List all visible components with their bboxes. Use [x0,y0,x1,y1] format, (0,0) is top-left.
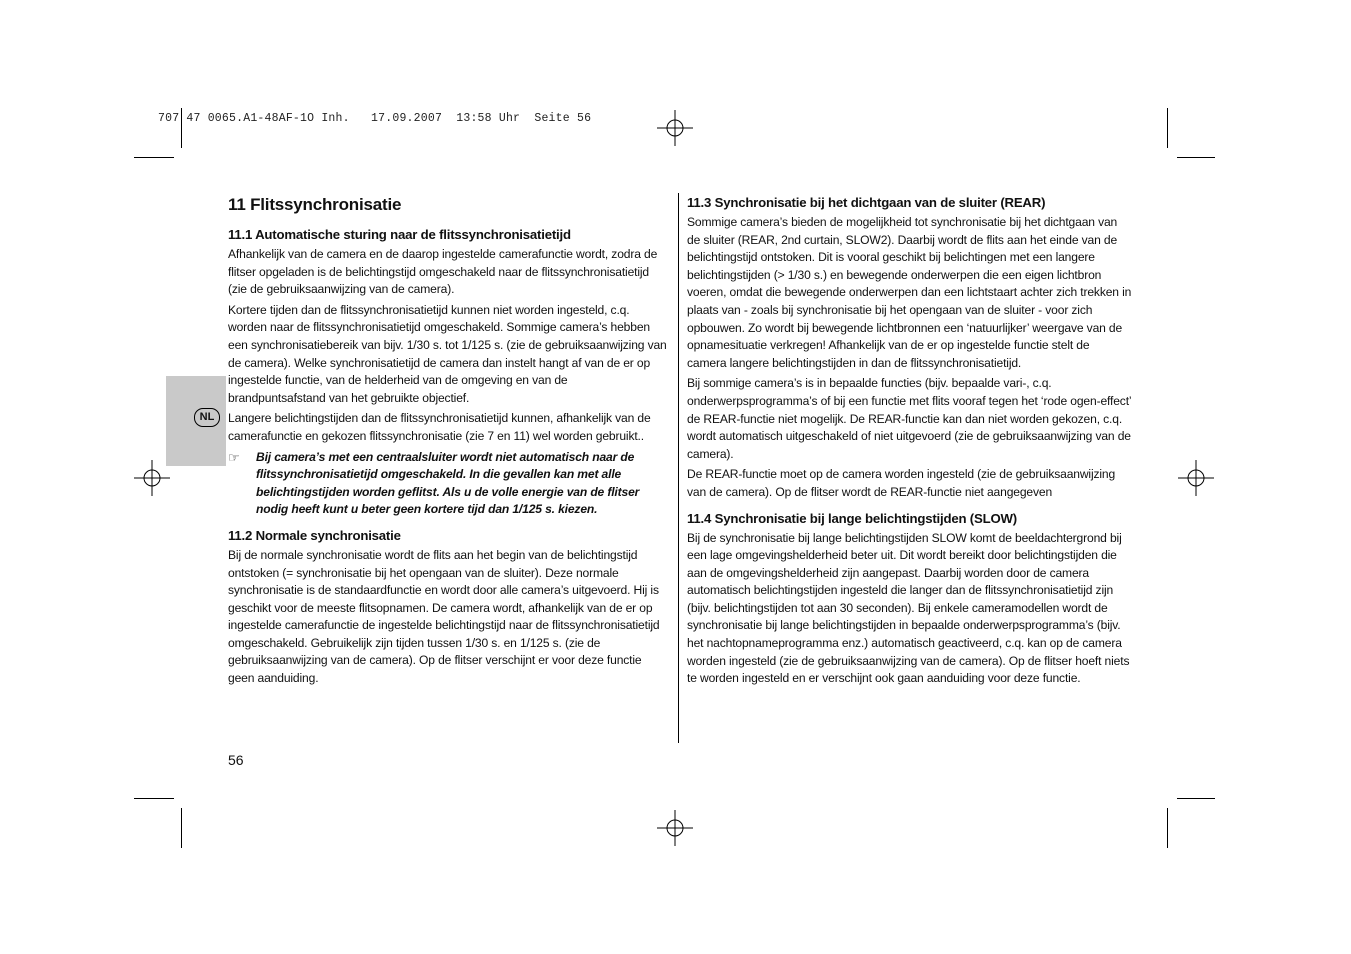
section-heading: 11.2 Normale synchronisatie [228,527,401,543]
crop-mark [134,798,174,799]
crop-mark [1167,108,1168,148]
paragraph: De REAR-functie moet op de camera worden ingesteld (zie de gebruiksaanwijzing van de camera). Op de flitser wordt de REAR-functie niet aangegeven [687,467,1116,499]
note [228,449,668,519]
crop-mark [1167,808,1168,848]
crop-mark [134,157,174,158]
page-number: 56 [228,752,244,768]
print-slug: 707 47 0065.A1-48AF-1O Inh. 17.09.2007 13:58 Uhr Seite 56 [158,112,592,125]
note-text: Bij camera’s met een centraalsluiter wordt niet automatisch naar de flitssynchronisatietijd omgeschakeld. In die gevallen kan met alle belichtingstijden worden geflitst. Als u de volle energie van de flitser nodig heeft kunt u beter geen kortere tijd dan 1/125 s. kiezen. [256,449,640,517]
column-divider [678,193,679,743]
pointing-hand-icon: ☞ [228,449,240,465]
paragraph: Bij de synchronisatie bij lange belichtingstijden SLOW komt de beeldachtergrond bij een lage omgevingshelderheid beter uit. Dit wordt bereikt door belichtingstijden die aan de omgevingshelderheid zijn aangepast. Daarbij worden door de camera automatisch belichtingstijden ingesteld die langer dan de flitssynchronisatietijd zijn (bijv. belichtingstijden tot aan 30 seconden). Bij enkele cameramodellen wordt de synchronisatie bij lange belichtingstijden in bepaalde onderwerpsprogramma’s (bijv. het nachtopnameprogramma enz.) automatisch geactiveerd, c.q. kan op de camera worden ingesteld (zie de gebruiksaanwijzing van de camera). Op de flitser hoeft niets te worden ingesteld en er verschijnt ook gaan aanduiding voor deze functie. [687,530,1130,686]
right-column [687,194,1132,691]
section-heading: 11.1 Automatische sturing naar de flitssynchronisatietijd [228,227,571,242]
page-title: 11 Flitssynchronisatie [228,195,402,214]
language-badge: NL [194,408,220,427]
paragraph: Kortere tijden dan de flitssynchronisatietijd kunnen niet worden ingesteld, c.q. worden naar de flitssynchronisatietijd omgeschakeld. Sommige camera’s hebben een synchronisatiebereik van bijv. 1/30 s. tot 1/125 s. (zie de gebruiksaanwijzing van de camera). Welke synchronisatietijd de camera dan instelt hangt af van de er op ingestelde functie, van de helderheid van de omgeving en van de brandpuntsafstand van het gebruikte objectief. [228,302,667,405]
section-heading: 11.3 Synchronisatie bij het dichtgaan van de sluiter (REAR) [687,195,1046,210]
registration-mark-icon [657,110,693,146]
registration-mark-icon [1178,460,1214,496]
crop-mark [181,808,182,848]
paragraph: Langere belichtingstijden dan de flitssynchronisatietijd kunnen, afhankelijk van de camerafunctie en gekozen flitssynchronisatie (zie 7 en 11) wel worden gebruikt.. [228,411,651,443]
paragraph: Bij sommige camera’s is in bepaalde functies (bijv. bepaalde vari-, c.q. onderwerpsprogramma’s of bij een functie met flits vooraf tegen het ‘rode ogen-effect’ de REAR-functie niet mogelijk. De REAR-functie kan dan niet worden gekozen, c.q. wordt automatisch uitgeschakeld of niet uitgevoerd (zie de gebruiksaanwijzing van de camera). [687,376,1132,461]
left-column [228,194,668,691]
crop-mark [1177,798,1215,799]
paragraph: Sommige camera’s bieden de mogelijkheid tot synchronisatie bij het dichtgaan van de sluiter (REAR, 2nd curtain, SLOW2). Daarbij wordt de flits aan het einde van de belichtingstijd ontstoken. Dit is vooral geschikt bij belichtingen met een langere belichtingstijden (> 1/30 s.) en bewegende onderwerpen die een eigen lichtbron voeren, omdat die bewegende onderwerpen dan een lichtstaart achter zich trekken in plaats van - zoals bij synchronisatie bij het opengaan van de sluiter - voor zich opbouwen. Zo wordt bij bewegende lichtbronnen een ‘natuurlijker’ weergave van de opnamesituatie verkregen! Afhankelijk van de er op ingestelde functie stelt de camera langere belichtingstijden in dan de flitssynchronisatietijd. [687,215,1132,370]
registration-mark-icon [134,460,170,496]
paragraph: Bij de normale synchronisatie wordt de flits aan het begin van de belichtingstijd ontstoken (= synchronisatie bij het opengaan van de sluiter). Deze normale synchronisatie is de standaardfunctie en wordt door alle camera’s uitgevoerd. Hij is geschikt voor de meeste flitsopnamen. De camera wordt, afhankelijk van de er op ingestelde camerafunctie de ingestelde belichtingstijd naar de flitssynchronisatietijd omgeschakeld. Gebruikelijk zijn tijden tussen 1/30 s. en 1/125 s. (zie de gebruiksaanwijzing van de camera). Op de flitser verschijnt er voor deze functie geen aanduiding. [228,547,660,686]
crop-mark [1177,157,1215,158]
paragraph: Afhankelijk van de camera en de daarop ingestelde camerafunctie wordt, zodra de flitser opgeladen is de belichtingstijd omgeschakeld naar de flitssynchronisatietijd (zie de gebruiksaanwijzing van de camera). [228,247,658,297]
section-heading: 11.4 Synchronisatie bij lange belichtingstijden (SLOW) [687,510,1017,526]
registration-mark-icon [657,810,693,846]
